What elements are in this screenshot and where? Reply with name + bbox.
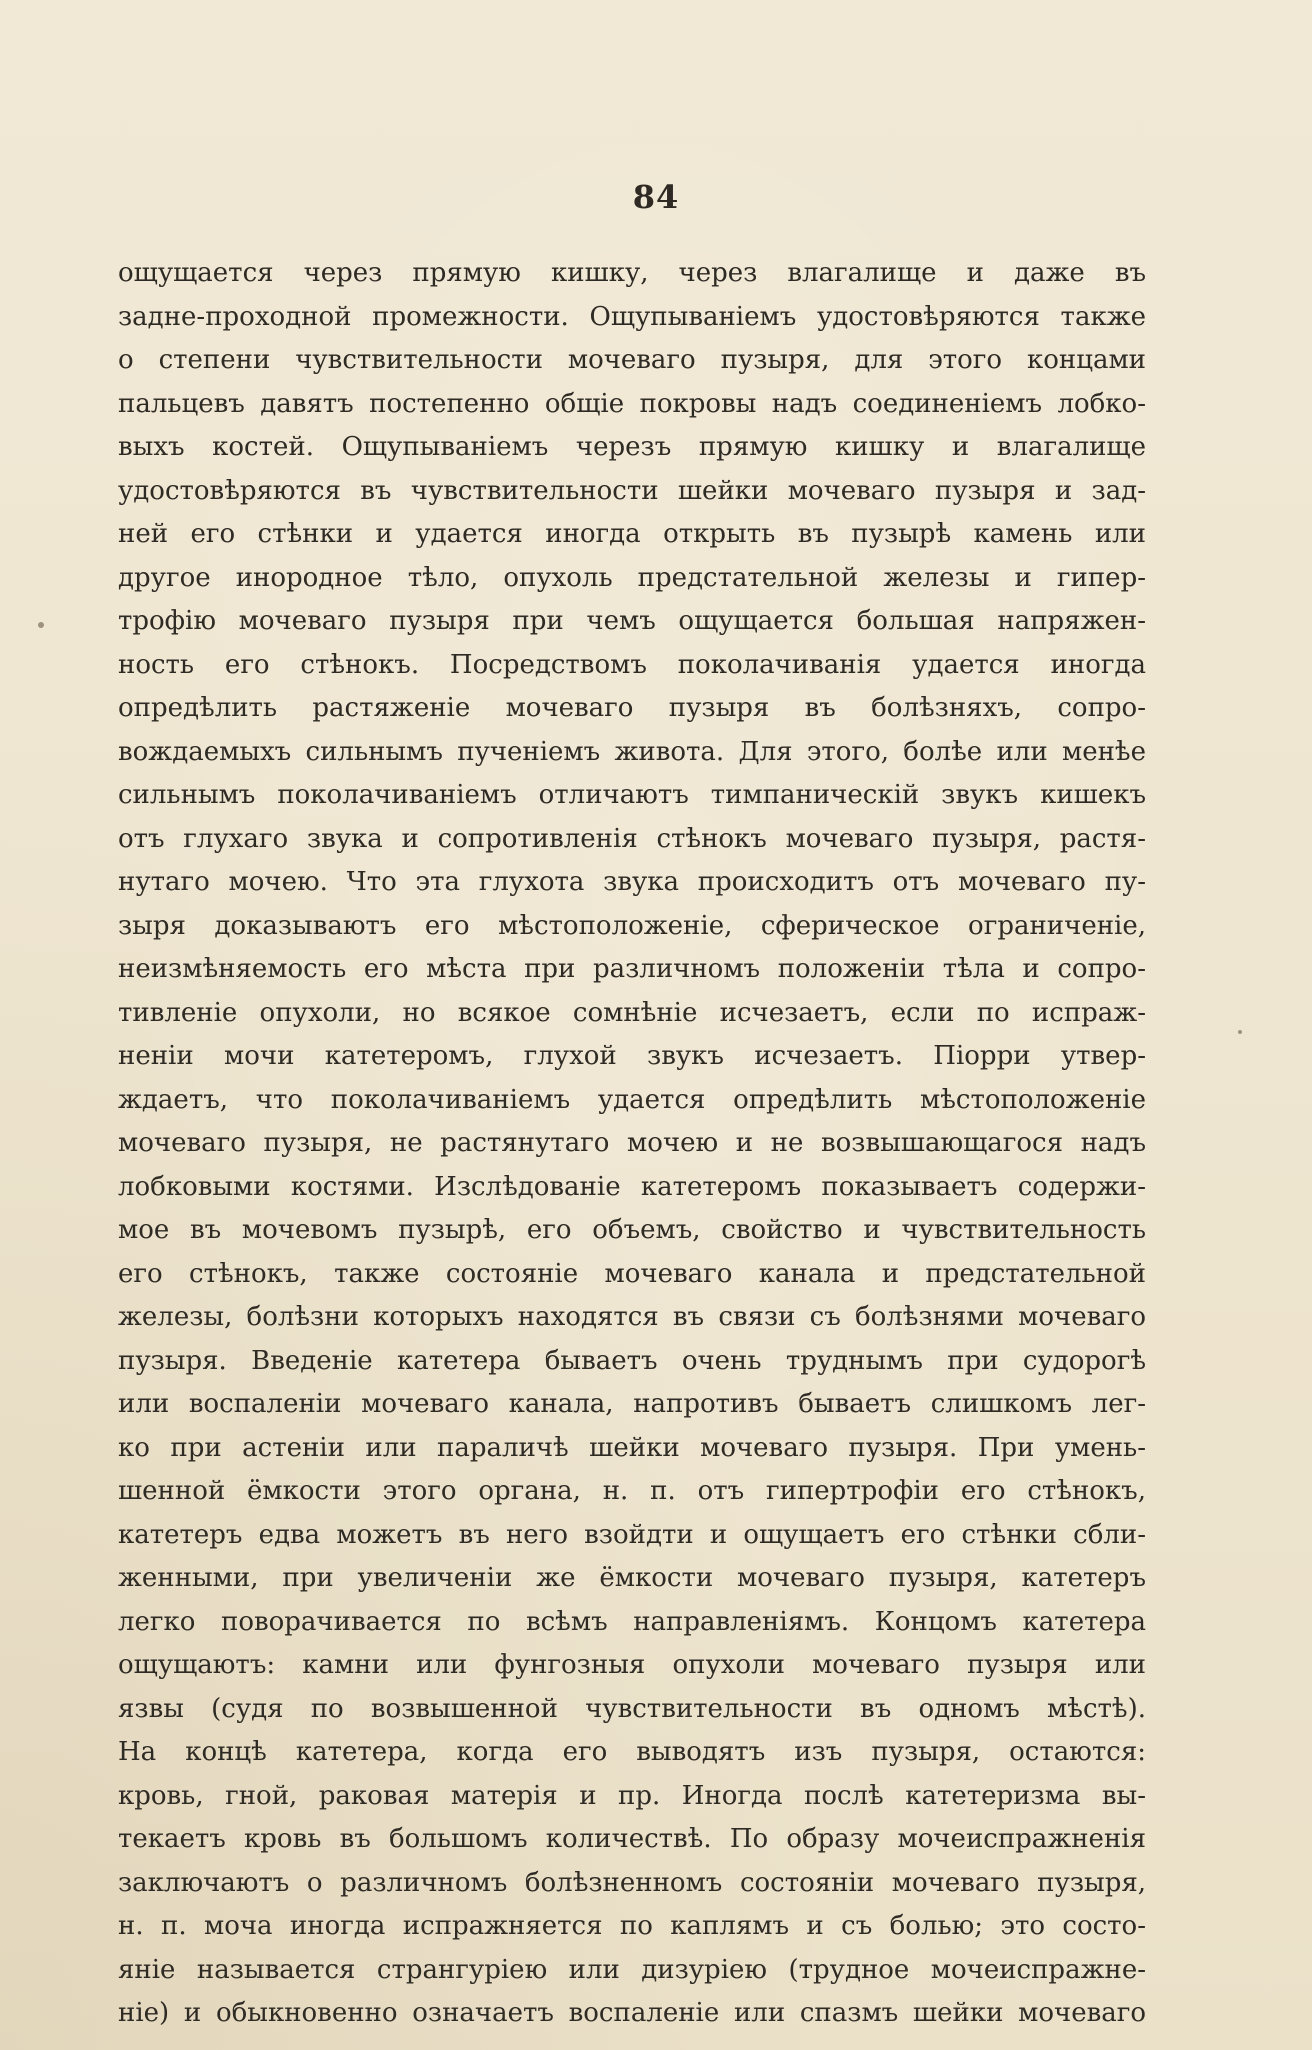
text-line: ждаетъ, что поколачиваніемъ удается опредѣлить мѣстоположеніе xyxy=(118,1084,1146,1115)
body-text xyxy=(118,252,1146,2036)
text-line: На концѣ катетера, когда его выводятъ изъ пузыря, остаются: xyxy=(118,1737,1146,1767)
text-line: катетеръ едва можетъ въ него взойдти и ощущаетъ его стѣнки сбли- xyxy=(118,1519,1146,1550)
text-line: о степени чувствительности мочеваго пузыря, для этого концами xyxy=(118,345,1146,375)
text-line: пальцевъ давятъ постепенно общіе покровы надъ соединеніемъ лобко- xyxy=(118,388,1146,419)
text-line: текаетъ кровь въ большомъ количествѣ. По образу мочеиспражненія xyxy=(118,1824,1146,1854)
text-line: ней его стѣнки и удается иногда открыть въ пузырѣ камень или xyxy=(118,519,1146,549)
text-line: задне-проходной промежности. Ощупываніемъ удостовѣряются также xyxy=(118,301,1146,332)
text-line: шенной ёмкости этого органа, н. п. отъ гипертрофіи его стѣнокъ, xyxy=(118,1476,1146,1506)
text-line: отъ глухаго звука и сопротивленія стѣнокъ мочеваго пузыря, растя- xyxy=(118,823,1146,854)
text-line: мое въ мочевомъ пузырѣ, его объемъ, свойство и чувствительность xyxy=(118,1215,1146,1245)
text-line: неизмѣняемость его мѣста при различномъ положеніи тѣла и сопро- xyxy=(118,954,1146,984)
text-line: лобковыми костями. Изслѣдованіе катетеромъ показываетъ содержи- xyxy=(118,1171,1146,1202)
text-line: или воспаленіи мочеваго канала, напротивъ бываетъ слишкомъ лег- xyxy=(118,1389,1146,1419)
text-line: заключаютъ о различномъ болѣзненномъ состояніи мочеваго пузыря, xyxy=(118,1867,1146,1898)
text-line: неніи мочи катетеромъ, глухой звукъ исчезаетъ. Піорри утвер- xyxy=(118,1041,1146,1071)
text-line: ощущаютъ: камни или фунгозныя опухоли мочеваго пузыря или xyxy=(118,1650,1146,1680)
text-line: яніе называется странгуріею или дизуріею (трудное мочеиспражне- xyxy=(118,1954,1146,1985)
text-line: сильнымъ поколачиваніемъ отличаютъ тимпаническій звукъ кишекъ xyxy=(118,780,1146,810)
text-line: ность его стѣнокъ. Посредствомъ поколачиванія удается иногда xyxy=(118,649,1146,680)
text-line: легко поворачивается по всѣмъ направленіямъ. Концомъ катетера xyxy=(118,1606,1146,1637)
text-line: нутаго мочею. Что эта глухота звука происходитъ отъ мочеваго пу- xyxy=(118,867,1146,897)
text-line: опредѣлить растяженіе мочеваго пузыря въ болѣзняхъ, сопро- xyxy=(118,693,1146,723)
text-line: выхъ костей. Ощупываніемъ черезъ прямую кишку и влагалище xyxy=(118,432,1146,462)
page-number: 84 xyxy=(632,178,680,216)
text-line: н. п. моча иногда испражняется по каплямъ и съ болью; это состо- xyxy=(118,1911,1146,1941)
text-line: женными, при увеличеніи же ёмкости мочеваго пузыря, катетеръ xyxy=(118,1563,1146,1593)
text-line: его стѣнокъ, также состояніе мочеваго канала и предстательной xyxy=(118,1258,1146,1289)
text-line: вождаемыхъ сильнымъ пученіемъ живота. Для этого, болѣе или менѣе xyxy=(118,736,1146,767)
text-line: язвы (судя по возвышенной чувствительности въ одномъ мѣстѣ). xyxy=(118,1693,1146,1724)
ink-speck xyxy=(38,622,44,628)
text-line: кровь, гной, раковая матерія и пр. Иногда послѣ катетеризма вы- xyxy=(118,1780,1146,1811)
text-line: зыря доказываютъ его мѣстоположеніе, сферическое ограниченіе, xyxy=(118,910,1146,941)
text-line: удостовѣряются въ чувствительности шейки мочеваго пузыря и зад- xyxy=(118,475,1146,506)
text-line: ніе) и обыкновенно означаетъ воспаленіе или спазмъ шейки мочеваго xyxy=(118,1998,1146,2028)
text-line: другое инородное тѣло, опухоль предстательной железы и гипер- xyxy=(118,562,1146,593)
ink-speck xyxy=(1238,1030,1242,1034)
text-line: пузыря. Введеніе катетера бываетъ очень труднымъ при судорогѣ xyxy=(118,1345,1146,1376)
text-line: мочеваго пузыря, не растянутаго мочею и не возвышающагося надъ xyxy=(118,1128,1146,1158)
text-line: железы, болѣзни которыхъ находятся въ связи съ болѣзнями мочеваго xyxy=(118,1302,1146,1332)
text-line: ко при астеніи или параличѣ шейки мочеваго пузыря. При умень- xyxy=(118,1432,1146,1463)
text-line: ощущается через прямую кишку, через влагалище и даже въ xyxy=(118,258,1146,288)
text-line: трофію мочеваго пузыря при чемъ ощущается большая напряжен- xyxy=(118,606,1146,636)
text-line: тивленіе опухоли, но всякое сомнѣніе исчезаетъ, если по испраж- xyxy=(118,997,1146,1028)
